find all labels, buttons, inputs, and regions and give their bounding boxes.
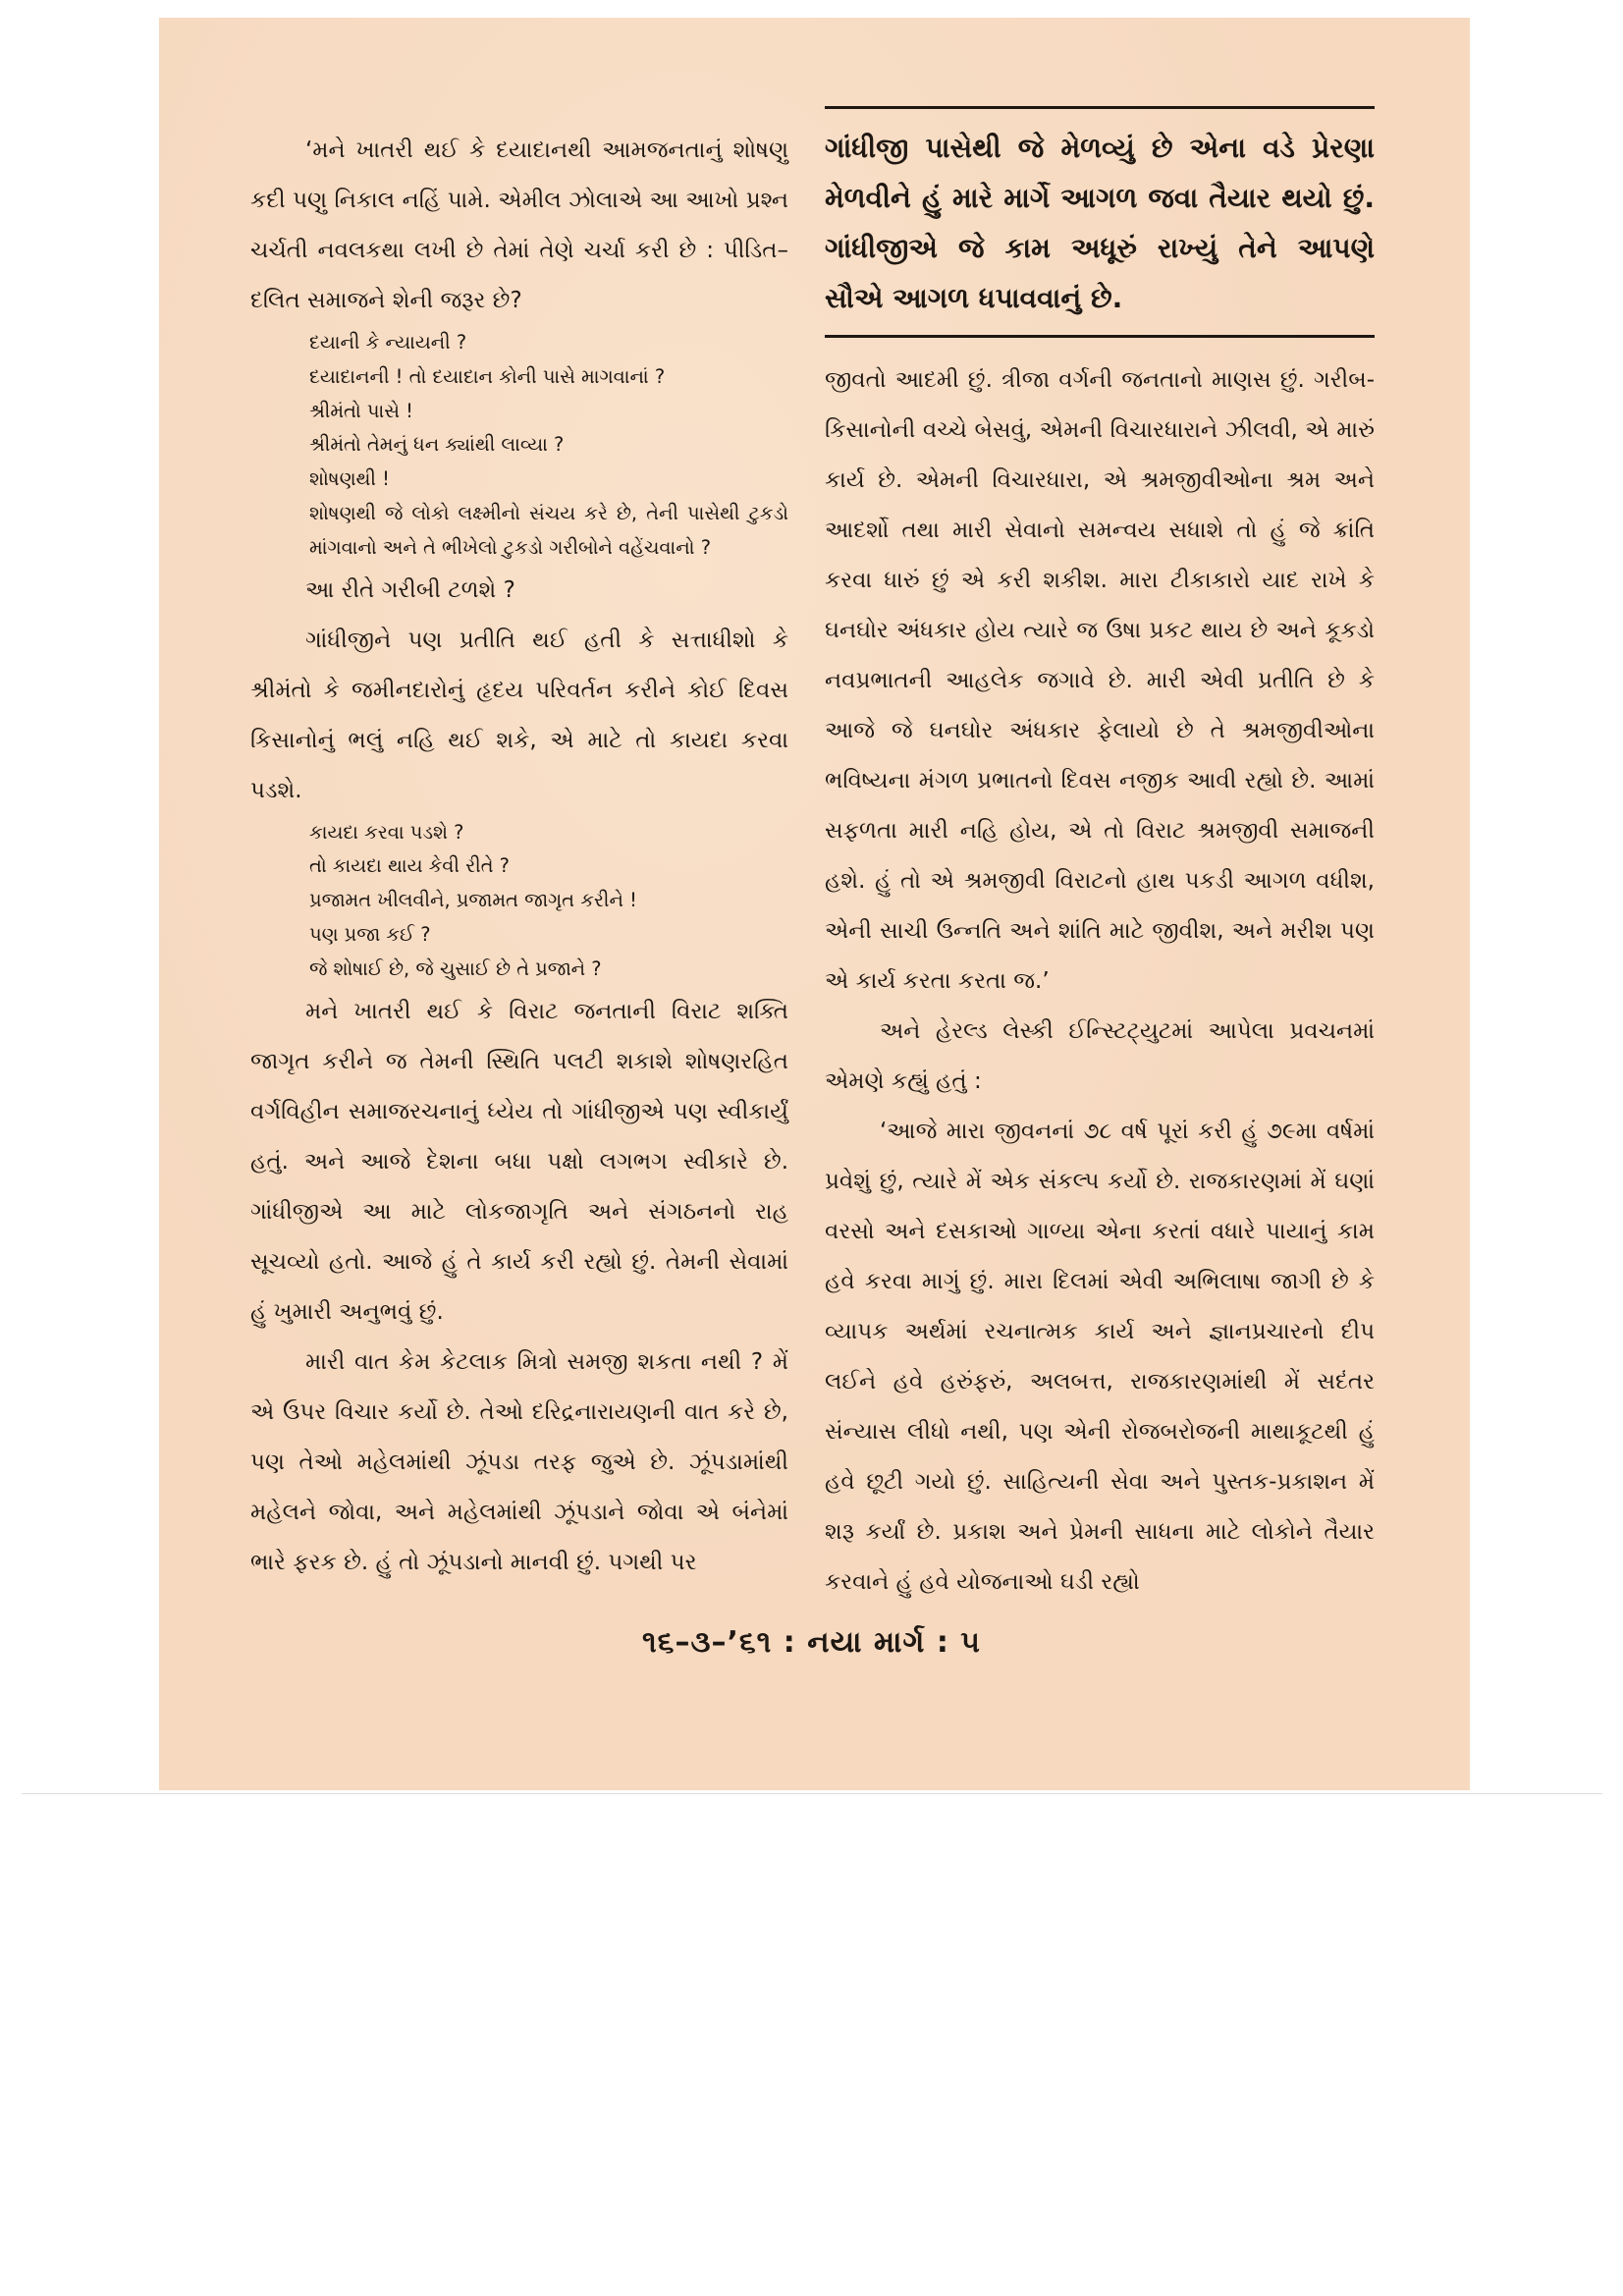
dialogue-line: પ્રજામત ખીલવીને, પ્રજામત જાગૃત કરીને ! <box>309 889 637 912</box>
dialogue-line: પણ પ્રજા કઈ ? <box>309 922 431 946</box>
left-column <box>250 126 788 1588</box>
pull-quote: ગાંધીજી પાસેથી જે મેળવ્યું છે એના વડે પ્રેરણા મેળવીને હું મારે માર્ગે આગળ જવા તૈયાર થયો છું. ગાંધીજીએ જે કામ અધૂરું રાખ્યું તેને આપણે સૌએ આગળ ધપાવવાનું છે. <box>825 106 1375 338</box>
paragraph: મને ખાતરી થઈ કે વિરાટ જનતાની વિરાટ શક્તિ જાગૃત કરીને જ તેમની સ્થિતિ પલટી શકાશે શોષણરહિત વર્ગવિહીન સમાજરચનાનું ધ્યેય તો ગાંધીજીએ પણ સ્વીકાર્યું હતું. અને આજે દેશના બધા પક્ષો લગભગ સ્વીકારે છે. ગાંધીજીએ આ માટે લોકજાગૃતિ અને સંગઠનનો રાહ સૂચવ્યો હતો. આજે હું તે કાર્ય કરી રહ્યો છું. તેમની સેવામાં હું ખુમારી અનુભવું છું. <box>250 998 788 1325</box>
dialogue-line: શ્રીમંતો પાસે ! <box>309 399 413 422</box>
paragraph: ગાંધીજીને પણ પ્રતીતિ થઈ હતી કે સત્તાધીશો કે શ્રીમંતો કે જમીનદારોનું હૃદય પરિવર્તન કરીને કોઈ દિવસ કિસાનોનું ભલું નહિ થઈ શકે, એ માટે તો કાયદા કરવા પડશે. <box>250 627 788 803</box>
dialogue-line: દયાદાનની ! તો દયાદાન કોની પાસે માગવાનાં ? <box>309 364 666 388</box>
paragraph: ‘મને ખાતરી થઈ કે દયાદાનથી આમજનતાનું શોષણુ કદી પણુ નિકાલ નહિં પામે. એમીલ ઝોલાએ આ આખો પ્રશ્ન ચર્ચતી નવલકથા લખી છે તેમાં તેણે ચર્ચા કરી છે : પીડિત–દલિત સમાજને શેની જરૂર છે? <box>250 137 788 313</box>
paragraph: આ રીતે ગરીબી ટળશે ? <box>305 576 515 603</box>
dialogue-line: તો કાયદા થાય કેવી રીતે ? <box>309 854 510 878</box>
page-footer: ૧૬–૩–’૬૧ : નયા માર્ગ : ૫ <box>641 1625 981 1660</box>
dialogue-line: દયાની કે ન્યાયની ? <box>309 331 467 354</box>
dialogue-line: શ્રીમંતો તેમનું ધન ક્યાંથી લાવ્યા ? <box>309 433 565 457</box>
dialogue-line: શોષણથી જે લોકો લક્ષ્મીનો સંચય કરે છે, તેની પાસેથી ટુકડો માંગવાનો અને તે ભીખેલો ટુકડો ગરીબોને વહેંચવાનો ? <box>309 501 788 559</box>
paragraph: જીવતો આદમી છું. ત્રીજા વર્ગની જનતાનો માણસ છું. ગરીબ-કિસાનોની વચ્ચે બેસવું, એમની વિચારધારાને ઝીલવી, એ મારું કાર્ય છે. એમની વિચારધારા, એ શ્રમજીવીઓના શ્રમ અને આદર્શો તથા મારી સેવાનો સમન્વય સધાશે તો હું જે ક્રાંતિ કરવા ધારું છું એ કરી શકીશ. મારા ટીકાકારો યાદ રાખે કે ઘનઘોર અંધકાર હોય ત્યારે જ ઉષા પ્રકટ થાય છે અને કૂકડો નવપ્રભાતની આહલેક જગાવે છે. મારી એવી પ્રતીતિ છે કે આજે જે ઘનઘોર અંધકાર ફેલાયો છે તે શ્રમજીવીઓના ભવિષ્યના મંગળ પ્રભાતનો દિવસ નજીક આવી રહ્યો છે. આમાં સફળતા મારી નહિ હોય, એ તો વિરાટ શ્રમજીવી સમાજની હશે. હું તો એ શ્રમજીવી વિરાટનો હાથ પકડી આગળ વધીશ, એની સાચી ઉન્નતિ અને શાંતિ માટે જીવીશ, અને મરીશ પણ એ કાર્ય કરતા કરતા જ.’ <box>825 367 1375 994</box>
paragraph: મારી વાત કેમ કેટલાક મિત્રો સમજી શકતા નથી ? મેં એ ઉપર વિચાર કર્યો છે. તેઓ દરિદ્રનારાયણની વાત કરે છે, પણ તેઓ મહેલમાંથી ઝૂંપડા તરફ જુએ છે. ઝૂંપડામાંથી મહેલને જોવા, અને મહેલમાંથી ઝૂંપડાને જોવા એ બંનેમાં ભારે ફરક છે. હું તો ઝૂંપડાનો માનવી છું. પગથી પર <box>250 1348 788 1575</box>
right-column <box>825 355 1375 1608</box>
paragraph: અને હેરલ્ડ લેસ્કી ઈન્સ્ટિટ્યુટમાં આપેલા પ્રવચનમાં એમણે કહ્યું હતું : <box>825 1018 1375 1094</box>
dialogue-line: શોષણથી ! <box>309 467 390 491</box>
dialogue-line: કાયદા કરવા પડશે ? <box>309 820 464 844</box>
paragraph: ‘આજે મારા જીવનનાં ૭૮ વર્ષ પૂરાં કરી હું ૭૯મા વર્ષમાં પ્રવેશું છું, ત્યારે મેં એક સંકલ્પ કર્યો છે. રાજકારણમાં મેં ઘણાં વરસો અને દસકાઓ ગાળ્યા એના કરતાં વધારે પાયાનું કામ હવે કરવા માગું છું. મારા દિલમાં એવી અભિલાષા જાગી છે કે વ્યાપક અર્થમાં રચનાત્મક કાર્ય અને જ્ઞાનપ્રચારનો દીપ લઈને હવે હરુંફરું, અલબત્ત, રાજકારણમાંથી મેં સદંતર સંન્યાસ લીધો નથી, પણ એની રોજબરોજની માથાકૂટથી હું હવે છૂટી ગયો છું. સાહિત્યની સેવા અને પુસ્તક-પ્રકાશન મેં શરૂ કર્યાં છે. પ્રકાશ અને પ્રેમની સાધના માટે લોકોને તૈયાર કરવાને હું હવે યોજનાઓ ઘડી રહ્યો <box>825 1119 1375 1595</box>
dialogue-line: જે શોષાઈ છે, જે ચુસાઈ છે તે પ્રજાને ? <box>309 957 602 980</box>
scan-edge-divider <box>22 1793 1602 1794</box>
